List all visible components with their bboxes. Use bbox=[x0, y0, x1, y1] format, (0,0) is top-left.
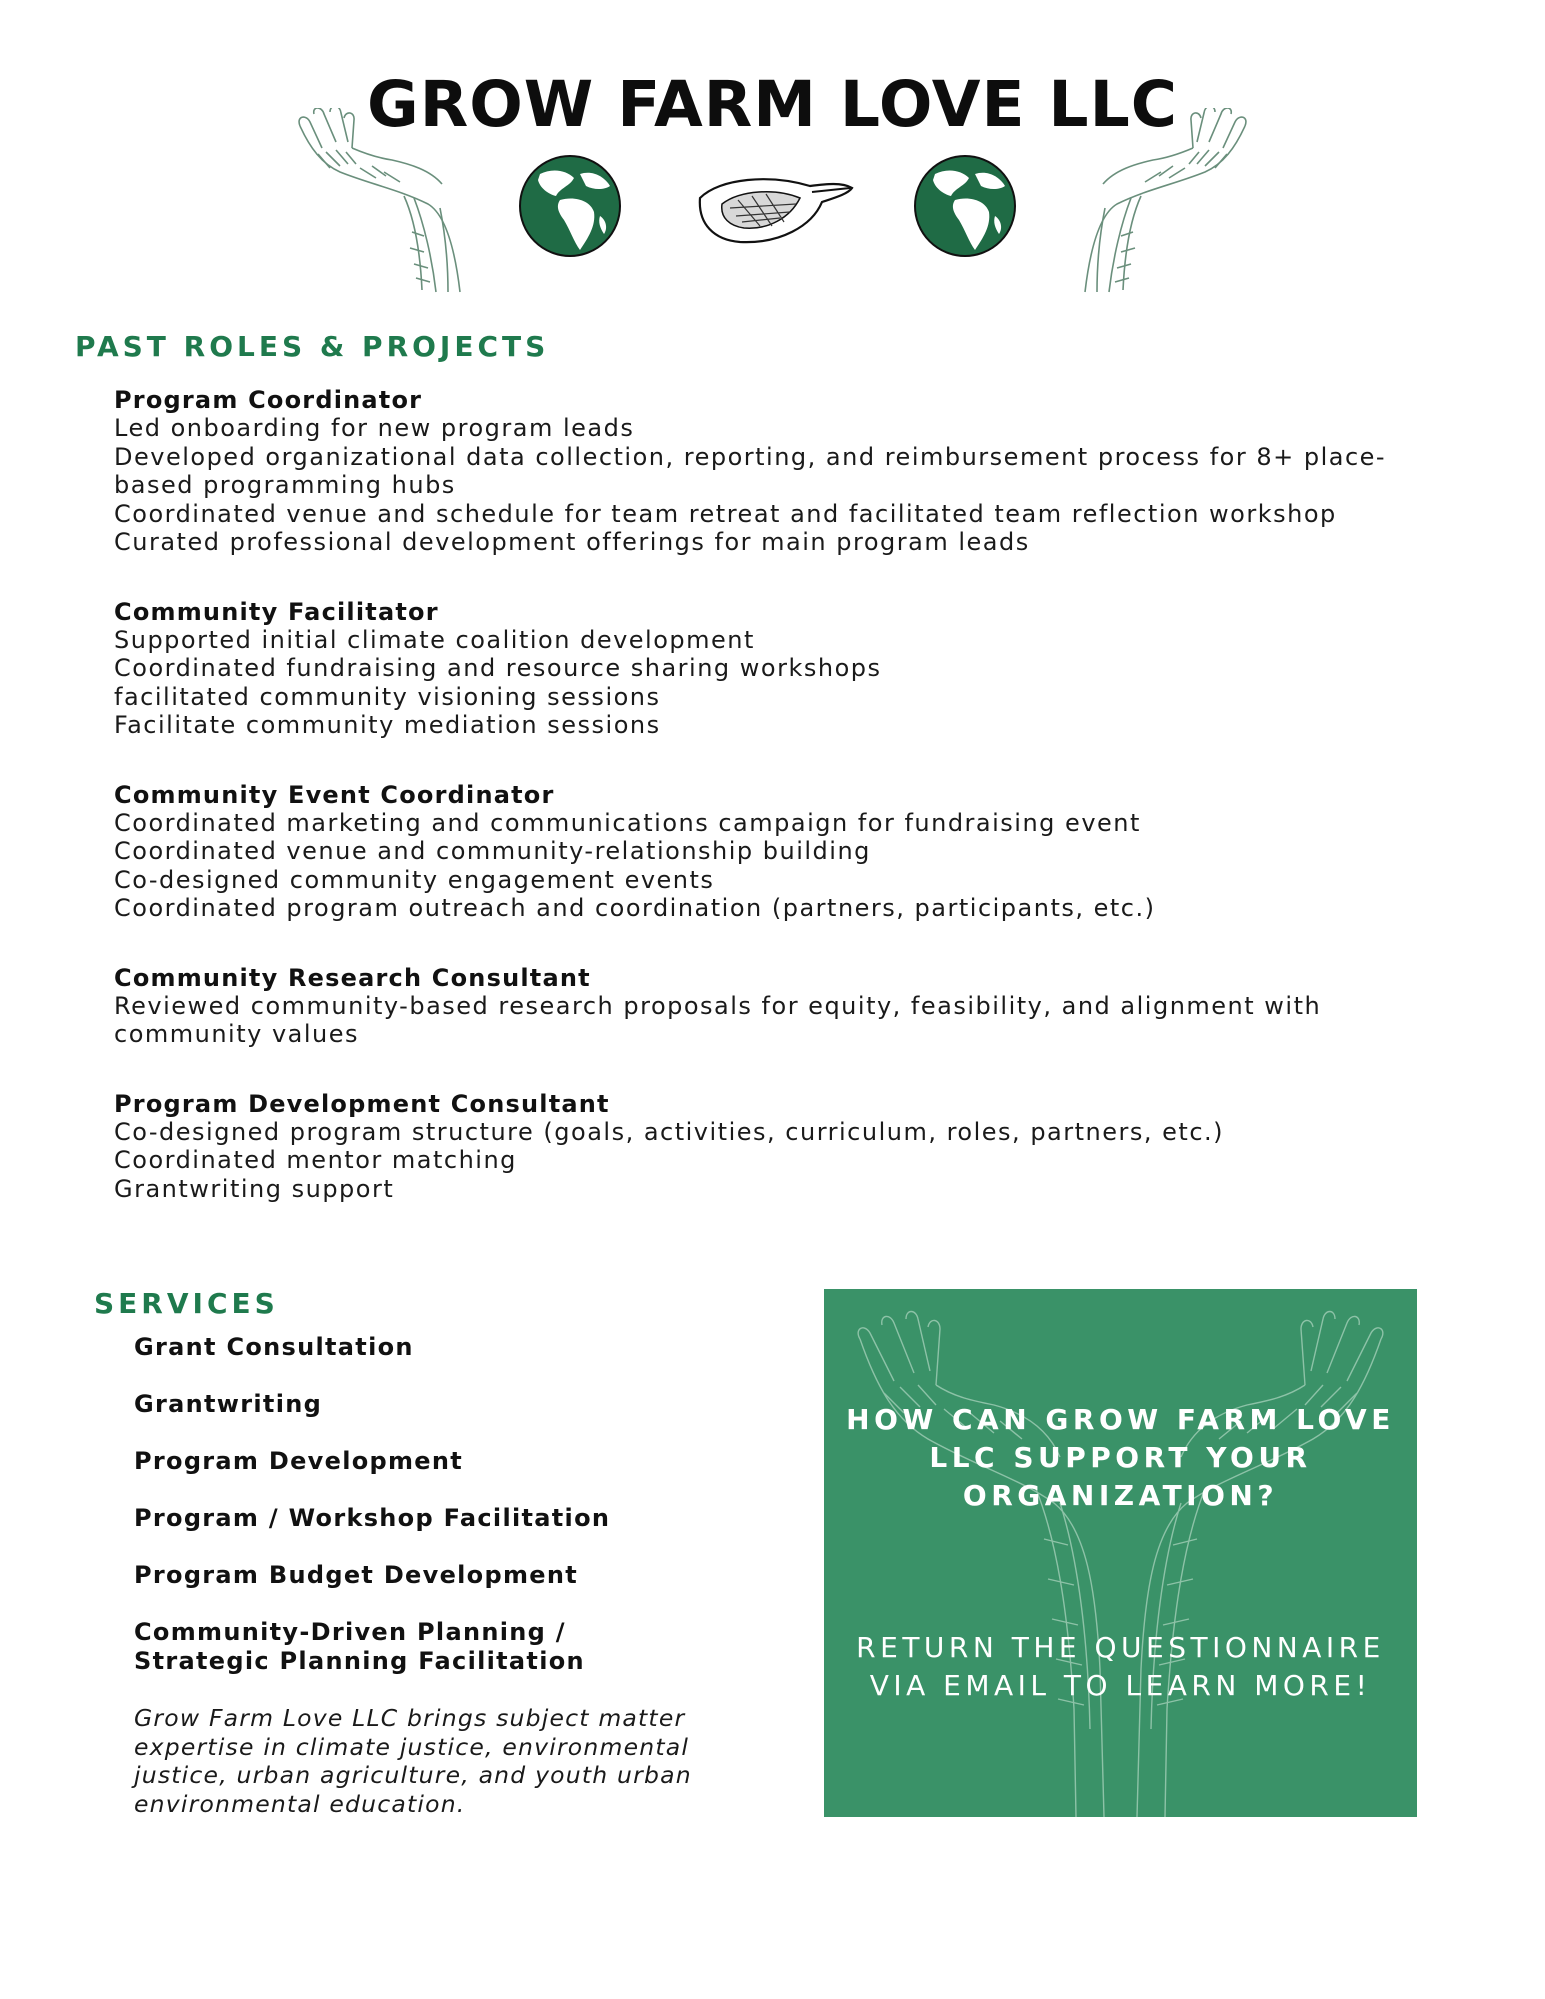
role-entry bbox=[114, 964, 1404, 1049]
role-detail: Co-designed program structure (goals, activities, curriculum, roles, partners, etc.) bbox=[114, 1117, 1224, 1146]
role-detail: Developed organizational data collection, reporting, and reimbursement process for 8+ place- bbox=[114, 442, 1387, 471]
service-item: Program / Workshop Facilitation bbox=[134, 1504, 611, 1532]
role-detail: Led onboarding for new program leads bbox=[114, 414, 635, 442]
service-item: Grantwriting bbox=[134, 1390, 323, 1418]
role-detail: Grantwriting support bbox=[114, 1174, 395, 1203]
role-entry bbox=[114, 781, 1404, 923]
role-detail: Coordinated venue and community-relationship building bbox=[114, 837, 871, 865]
past-roles-list bbox=[114, 386, 1404, 1244]
page-title: GROW FARM LOVE LLC bbox=[367, 68, 1178, 141]
role-title: Community Facilitator bbox=[114, 597, 439, 626]
role-detail: Coordinated marketing and communications campaign for fundraising event bbox=[114, 808, 1141, 837]
callout-question: HOW CAN GROW FARM LOVE LLC SUPPORT YOUR ORGANIZATION? bbox=[846, 1403, 1395, 1512]
role-detail: Supported initial climate coalition development bbox=[114, 625, 755, 654]
role-entry bbox=[114, 1090, 1404, 1204]
role-detail: Coordinated fundraising and resource sharing workshops bbox=[114, 654, 882, 682]
role-detail: Coordinated venue and schedule for team retreat and facilitated team reflection workshop bbox=[114, 499, 1337, 528]
services-note: Grow Farm Love LLC brings subject matter expertise in climate justice, environmental justice, urban agriculture, and youth urban environmental education. bbox=[134, 1704, 692, 1818]
hand-left-icon bbox=[299, 108, 460, 292]
questionnaire-callout bbox=[824, 1289, 1417, 1817]
service-item: Grant Consultation bbox=[134, 1333, 414, 1361]
services-list bbox=[134, 1333, 784, 1818]
role-entry bbox=[114, 598, 1404, 740]
callout-instruction: RETURN THE QUESTIONNAIRE VIA EMAIL TO LEARN MORE! bbox=[856, 1631, 1385, 1702]
role-title: Community Research Consultant bbox=[114, 963, 591, 992]
role-detail: Co-designed community engagement events bbox=[114, 865, 715, 894]
service-item: Community-Driven Planning / Strategic Planning Facilitation bbox=[134, 1618, 585, 1675]
past-roles-heading: PAST ROLES & PROJECTS bbox=[75, 330, 550, 363]
open-hands-icon bbox=[824, 1289, 1417, 1817]
role-detail: Coordinated program outreach and coordination (partners, participants, etc.) bbox=[114, 894, 1156, 922]
role-detail: facilitated community visioning sessions bbox=[114, 682, 661, 711]
role-detail: Reviewed community-based research proposals for equity, feasibility, and alignment with bbox=[114, 991, 1322, 1020]
hand-right-icon bbox=[1085, 108, 1246, 292]
role-detail: Curated professional development offerings for main program leads bbox=[114, 528, 1030, 556]
role-detail: Coordinated mentor matching bbox=[114, 1146, 517, 1174]
role-title: Program Coordinator bbox=[114, 386, 423, 414]
role-title: Program Development Consultant bbox=[114, 1089, 610, 1118]
role-detail: Facilitate community mediation sessions bbox=[114, 711, 661, 739]
role-entry bbox=[114, 386, 1404, 557]
fig-icon bbox=[700, 179, 852, 242]
globe-icon bbox=[520, 156, 620, 256]
service-item: Program Budget Development bbox=[134, 1561, 578, 1589]
globe-icon bbox=[915, 156, 1015, 256]
services-heading: SERVICES bbox=[94, 1287, 279, 1320]
header-illustrations bbox=[0, 108, 1545, 298]
role-title: Community Event Coordinator bbox=[114, 780, 555, 809]
role-detail: based programming hubs bbox=[114, 471, 456, 499]
service-item: Program Development bbox=[134, 1447, 464, 1475]
role-detail: community values bbox=[114, 1020, 360, 1048]
